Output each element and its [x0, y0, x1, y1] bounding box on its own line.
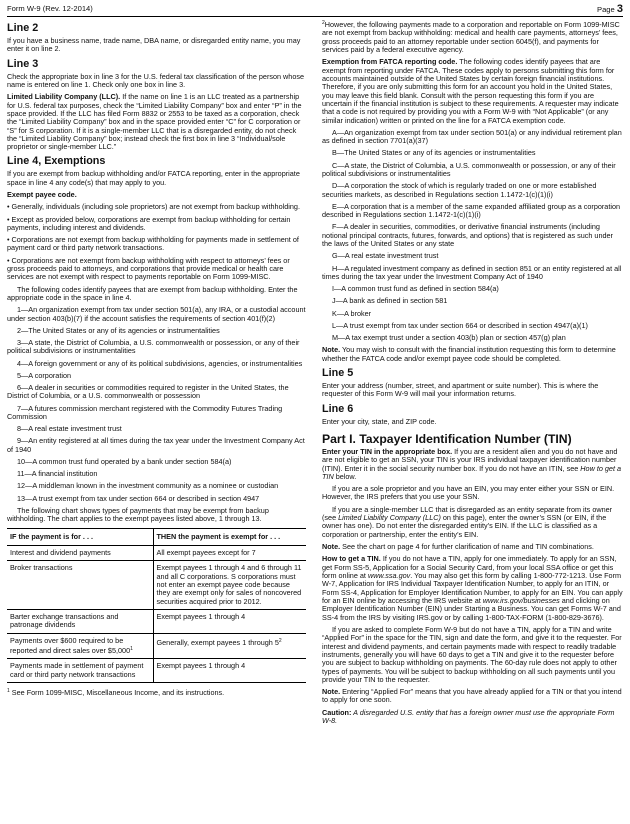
code-item: 3—A state, the District of Columbia, a U.S. commonwealth or possession, or any of their political subdivisions or instrumentalities [7, 337, 300, 356]
fatca-paragraph: Exemption from FATCA reporting code. The following codes identify payees that are exempt from reporting under FATCA. These codes apply to persons submitting this form for accounts maintained outside of the United States by certain foreign financial institutions. Therefore, if you are only submitting this form for an account you hold in the United States, you may leave this field blank. Consult with the person requesting this form if you are uncertain if the financial institution is subject to these requirements. A requester may indicate that a code is not required by providing you with a Form W-9 with “Not Applicable” (or any similar indication) written or printed on the line for a FATCA exemption code. [322, 57, 619, 125]
code-item: 1—An organization exempt from tax under section 501(a), any IRA, or a custodial account under section 403(b)(7) if the account satisfies the requirements of section 401(f)(2) [7, 305, 306, 323]
bullet-item: • Generally, individuals (including sole proprietors) are not exempt from backup withholding. [7, 202, 300, 212]
llc-text: If the name on line 1 is an LLC treated as a partnership for U.S. federal tax purposes, check the “Limited Liability Company” box and enter “P” in the space provided. If the LLC has filed Form 8832 or 2553 to be taxed as a corporation, check the “Limited Liability Company” box and in the space provided enter “C” for C corporation or “S” for S corporation. If it is a single-member LLC that is a disregarded entity, do not check the “Limited Liability Company” box; instead check the first box in line 3 “Individual/sole proprietor or single-member LLC.” [7, 92, 302, 152]
line2-text: If you have a business name, trade name, DBA name, or disregarded entity name, you may enter it on line 2. [7, 36, 301, 54]
payment-cell: Payments over $600 required to be reported and direct sales over $5,000$^1$ [7, 633, 153, 659]
note-paragraph: Note. See the chart on page 4 for further clarification of name and TIN combinations. [322, 541, 594, 551]
code-item: 9—An entity registered at all times during the tax year under the Investment Company Act of 1940 [7, 436, 305, 454]
footnote-ref: 2 [278, 637, 282, 644]
llc-paragraph [7, 93, 306, 151]
fatca-code-item: C—A state, the District of Columbia, a U.S. commonwealth or possession, or any of their political subdivisions or instrumentalities [322, 160, 616, 179]
chart-header-row [7, 528, 306, 545]
chart-col2-header: THEN the payment is exempt for . . . [153, 528, 306, 545]
right-column [322, 19, 623, 729]
line5-text: Enter your address (number, street, and apartment or suite number). This is where the requester of this Form W-9 will mail your information returns. [322, 380, 599, 399]
note-paragraph: Note. Entering “Applied For” means that you have already applied for a TIN or that you intend to apply for one soon. [322, 687, 622, 705]
fatca-code-item: L—A trust exempt from tax under section 664 or described in section 4947(a)(1) [332, 320, 588, 330]
code-item: 6—A dealer in securities or commodities required to register in the United States, the District of Columbia, or a U.S. commonwealth or possession [7, 383, 289, 401]
line2-heading: Line 2 [7, 22, 39, 34]
page-number-label [597, 3, 623, 15]
code-item: 5—A corporation [17, 370, 72, 380]
chart-intro: The following chart shows types of payments that may be exempt from backup withholding. The chart applies to the exempt payees listed above, 1 through 13. [7, 505, 269, 524]
fatca-code-item: I—A common trust fund as defined in section 584(a) [332, 284, 499, 294]
line3-heading: Line 3 [7, 57, 39, 70]
fatca-code-item: D—A corporation the stock of which is regularly traded on one or more established securities markets, as described in Regulations section 1.1472-1(c)(1)(i) [322, 181, 597, 199]
code-item: 4—A foreign government or any of its political subdivisions, agencies, or instrumentalities [17, 358, 303, 368]
code-item: 12—A middleman known in the investment community as a nominee or custodian [17, 481, 279, 491]
code-item: 11—A financial institution [17, 469, 98, 479]
page-word: Page [597, 5, 615, 14]
footnote-ref: 1 [130, 645, 133, 652]
fatca-code-item: J—A bank as defined in section 581 [332, 296, 448, 306]
exempt-cell: Exempt payees 1 through 4 and 6 through 11 and all C corporations. S corporations must not enter an exempt payee code because they are exempt only for sales of noncovered securities acquired prior to 2012. [153, 561, 306, 610]
page-number: 3 [616, 3, 623, 15]
code-item: 8—A real estate investment trust [17, 424, 122, 434]
fatca-code-item: H—A regulated investment company as defined in section 851 or an entity registered at all times during the tax year under the Investment Company Act of 1940 [322, 263, 622, 281]
exempt-cell: Generally, exempt payees 1 through $5^2$ [153, 633, 306, 659]
payment-cell: Payments made in settlement of payment card or third party network transactions [7, 659, 153, 683]
irs-link: www.irs.gov/businesses [482, 595, 560, 605]
bullet-item: • Except as provided below, corporations are exempt from backup withholding for certain payments, including interest and dividends. [7, 214, 291, 232]
fatca-code-item: F—A dealer in securities, commodities, or derivative financial instruments (including notional principal contracts, futures, forwards, and options) that is registered as such under the laws of the United States or any state [322, 222, 613, 249]
page-header [7, 2, 623, 16]
fatca-code-item: A—An organization exempt from tax under section 501(a) or any individual retirement plan as defined in section 7701(a)(37) [322, 127, 622, 146]
code-item: 10—A common trust fund operated by a bank under section 584(a) [17, 456, 232, 466]
fatca-code-item: G—A real estate investment trust [332, 251, 439, 261]
exempt-cell: All exempt payees except for 7 [153, 545, 306, 560]
part1-heading: Part I. Taxpayer Identification Number (TIN) [322, 431, 572, 446]
sole-prop-paragraph: If you are a sole proprietor and you have an EIN, you may enter either your SSN or EIN. However, the IRS prefers that you use your SSN. [322, 484, 615, 502]
fatca-code-item: E—A corporation that is a member of the same expanded affiliated group as a corporation described in Regulations section 1.1472-1(c)(1)(i) [322, 201, 621, 220]
exempt-cell: Exempt payees 1 through 4 [153, 659, 306, 683]
chart-col1-header: IF the payment is for . . . [7, 528, 153, 545]
table-row [7, 659, 306, 683]
llc-label: Limited Liability Company (LLC). [7, 92, 121, 102]
bullet-item: • Corporations are not exempt from backup withholding for payments made in settlement of payment card or third party network transactions. [7, 235, 299, 253]
table-row [7, 633, 306, 659]
table-row [7, 609, 306, 633]
form-title: Form W-9 (Rev. 12-2014) [7, 4, 93, 13]
footnote-1: $^1$ See Form 1099-MISC, Miscellaneous Income, and its instructions. [7, 687, 225, 697]
left-column [7, 19, 306, 701]
code-item: 7—A futures commission merchant registered with the Commodity Futures Trading Commission [7, 403, 283, 421]
payment-cell: Interest and dividend payments [7, 545, 153, 560]
ssa-link: www.ssa.gov [367, 570, 411, 580]
payment-cell: Barter exchange transactions and patronage dividends [7, 609, 153, 633]
exemption-chart [7, 528, 306, 683]
footnote-2: $^2$However, the following payments made to a corporation and reportable on Form 1099-MISC are not exempt from backup withholding: medical and health care payments, attorneys’ fees, gross proceeds paid to an attorney reportable under section 6045(f), and payments for services paid by a federal executive agency. [322, 20, 620, 55]
single-llc-paragraph: If you are a single-member LLC that is disregarded as an entity separate from its owner (see Limited Liability Company (LLC) on this page), enter the owner’s SSN (or EIN, if the owner has one). Do not enter the disregarded entity’s EIN. If the LLC is classified as a corporation or partnership, enter the entity’s EIN. [322, 504, 613, 539]
line4-heading: Line 4, Exemptions [7, 155, 106, 168]
line6-heading: Line 6 [322, 402, 354, 415]
exempt-payee-heading: Exempt payee code. [7, 190, 77, 200]
bullet-item: • Corporations are not exempt from backup withholding with respect to attorneys’ fees or gross proceeds paid to attorneys, and corporations that provide medical or health care services are not exempt with respect to payments reportable on Form 1099-MISC. [7, 255, 290, 282]
header-rule [7, 16, 623, 17]
payment-cell: Broker transactions [7, 561, 153, 610]
code-item: 2—The United States or any of its agencies or instrumentalities [17, 325, 220, 335]
fatca-label: Exemption from FATCA reporting code. [322, 57, 458, 67]
exempt-cell: Exempt payees 1 through 4 [153, 609, 306, 633]
fatca-code-item: K—A broker [332, 308, 372, 318]
line6-text: Enter your city, state, and ZIP code. [322, 416, 437, 426]
fatca-code-item: B—The United States or any of its agencies or instrumentalities [332, 148, 536, 158]
line5-heading: Line 5 [322, 366, 354, 379]
tin-paragraph: Enter your TIN in the appropriate box. If you are a resident alien and you do not have and are not eligible to get an SSN, your TIN is your IRS individual taxpayer identification number (ITIN). Enter it in the social security number box. If you do not have an ITIN, see How to get a TIN below. [322, 446, 622, 481]
line4-text: If you are exempt from backup withholding and/or FATCA reporting, enter in the appropriate space in line 4 any code(s) that may apply to you. [7, 169, 300, 187]
applied-for-paragraph: If you are asked to complete Form W-9 but do not have a TIN, apply for a TIN and write “Applied For” in the space for the TIN, sign and date the form, and give it to the requester. For interest and dividend payments, and certain payments made with respect to readily tradable instruments, generally you will have 60 days to get a TIN and give it to the requester before you are subject to backup withholding on payments. The 60-day rule does not apply to other types of payments. You will be subject to backup withholding on all such payments until you provide your TIN to the requester. [322, 624, 622, 684]
howto-paragraph: How to get a TIN. If you do not have a TIN, apply for one immediately. To apply for an SSN, get Form SS-5, Application for a Social Security Card, from your local SSA office or get this form online at www.ssa.gov. You may also get this form by calling 1-800-772-1213. Use Form W-7, Application for IRS Individual Taxpayer Identification Number, to apply for an ITIN, or Form SS-4, Application for Employer Identification Number, to apply for an EIN. You can apply for an EIN online by accessing the IRS website at www.irs.gov/businesses and clicking on Employer Identification Number (EIN) under Starting a Business. You can get Forms W-7 and SS-4 from the IRS by visiting IRS.gov or by calling 1-800-TAX-FORM (1-800-829-3676). [322, 554, 623, 622]
fatca-code-item: M—A tax exempt trust under a section 403(b) plan or section 457(g) plan [332, 333, 566, 343]
table-row [7, 561, 306, 610]
line3-text: Check the appropriate box in line 3 for the U.S. federal tax classification of the person whose name is entered on line 1. Check only one box in line 3. [7, 71, 305, 89]
caution-paragraph: Caution: A disregarded U.S. entity that has a foreign owner must use the appropriate Form W-8. [322, 707, 615, 726]
table-row [7, 545, 306, 560]
note-paragraph: Note. You may wish to consult with the financial institution requesting this form to determine whether the FATCA code and/or exempt payee code should be completed. [322, 345, 616, 363]
code-item: 13—A trust exempt from tax under section 664 or described in section 4947 [17, 493, 260, 503]
codes-intro: The following codes identify payees that are exempt from backup withholding. Enter the appropriate code in the space in line 4. [7, 284, 298, 302]
